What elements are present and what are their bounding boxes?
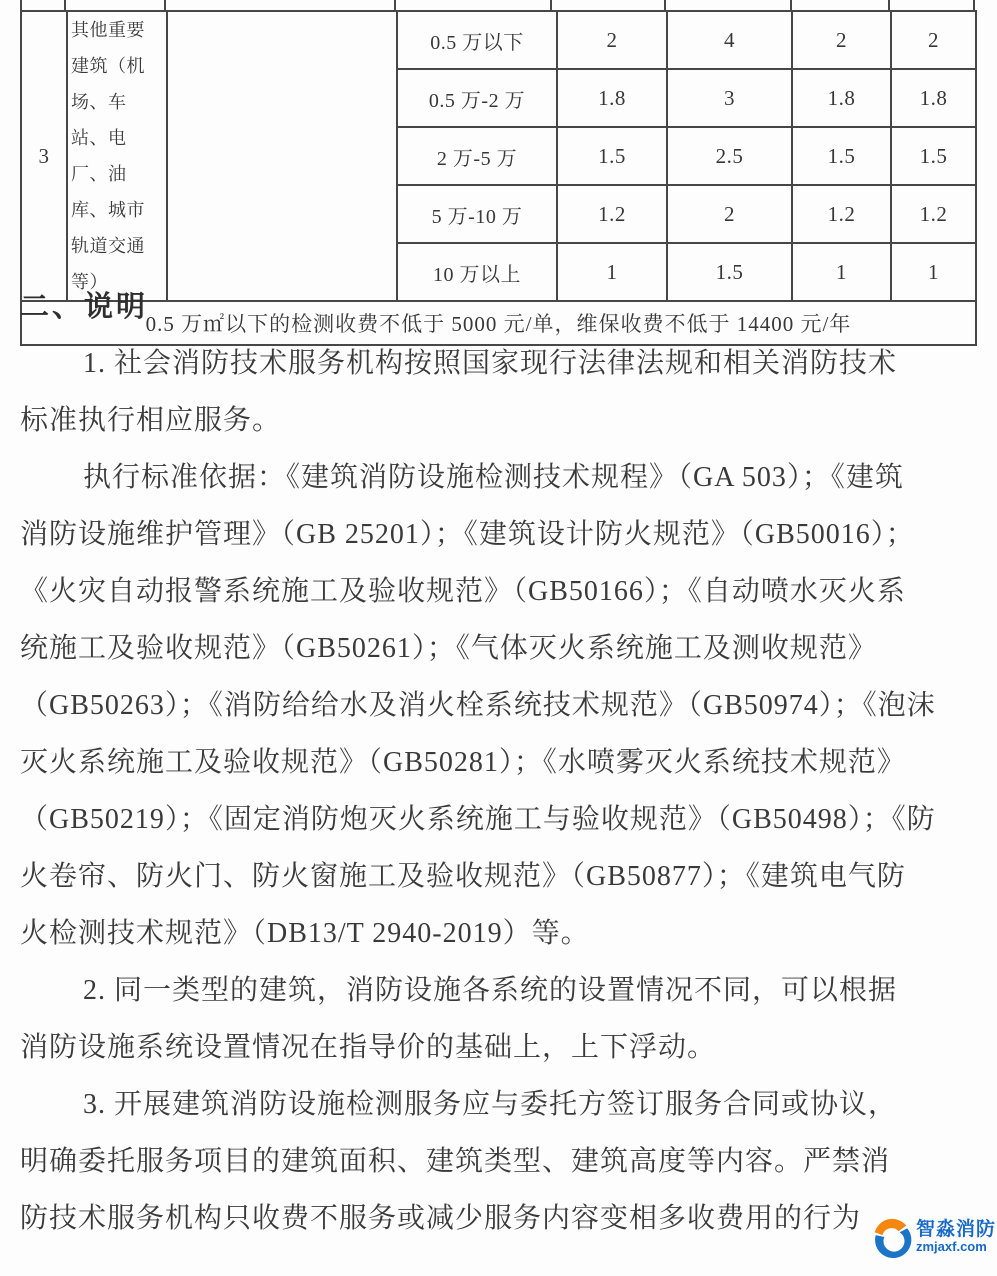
- fee-value-cell: 1: [792, 243, 891, 301]
- body-line: 执行标准依据：《建筑消防设施检测技术规程》（GA 503）；《建筑: [83, 462, 904, 493]
- fee-value-cell: 3: [667, 69, 792, 127]
- fee-value-cell: 1.8: [891, 69, 976, 127]
- fee-value-cell: 1.8: [792, 69, 891, 127]
- body-line: 2. 同一类型的建筑，消防设施各系统的设置情况不同，可以根据: [83, 975, 898, 1006]
- fee-value-cell: 1.8: [557, 69, 667, 127]
- area-range-cell: 0.5 万-2 万: [397, 69, 557, 127]
- fee-value-cell: 1.5: [667, 243, 792, 301]
- body-line: 统施工及验收规范》（GB50261）；《气体灭火系统施工及测收规范》: [20, 633, 877, 664]
- brand-name: 智淼消防: [916, 1219, 997, 1241]
- category-cell: 其他重要建筑（机场、车站、电厂、油库、城市轨道交通等）: [67, 11, 167, 301]
- seq-cell: 3: [21, 11, 67, 301]
- area-range-cell: 5 万-10 万: [397, 185, 557, 243]
- empty-cell: [167, 11, 397, 301]
- body-line: 火检测技术规范》（DB13/T 2940-2019）等。: [20, 918, 590, 949]
- fee-value-cell: 1.5: [891, 127, 976, 185]
- body-line: 灭火系统施工及验收规范》（GB50281）；《水喷雾灭火系统技术规范》: [20, 747, 906, 778]
- body-line: 《火灾自动报警系统施工及验收规范》（GB50166）；《自动喷水灭火系: [20, 576, 906, 607]
- body-line: 消防设施系统设置情况在指导价的基础上，上下浮动。: [20, 1032, 717, 1063]
- body-line: （GB50263）；《消防给给水及消火栓系统技术规范》（GB50974）；《泡沫: [20, 690, 936, 721]
- body-line: 火卷帘、防火门、防火窗施工及验收规范》（GB50877）；《建筑电气防: [20, 861, 906, 892]
- table-note: 0.5 万㎡以下的检测收费不低于 5000 元/单，维保收费不低于 14400 元/年: [21, 301, 976, 345]
- body-line: 3. 开展建筑消防设施检测服务应与委托方签订服务合同或协议，: [83, 1089, 898, 1120]
- fee-value-cell: 1.5: [792, 127, 891, 185]
- section-heading: 二、说明: [20, 291, 149, 323]
- fee-value-cell: 1.5: [557, 127, 667, 185]
- area-range-cell: 10 万以上: [397, 243, 557, 301]
- fee-value-cell: 4: [667, 11, 792, 69]
- body-line: 防技术服务机构只收费不服务或减少服务内容变相多收费用的行为: [20, 1203, 862, 1234]
- table-row: [21, 11, 976, 69]
- fee-value-cell: 2: [792, 11, 891, 69]
- fee-value-cell: 2: [557, 11, 667, 69]
- body-text: [20, 280, 980, 1247]
- fee-value-cell: 2.5: [667, 127, 792, 185]
- area-range-cell: 0.5 万以下: [397, 11, 557, 69]
- body-line: （GB50219）；《固定消防炮灭火系统施工与验收规范》（GB50498）；《防: [20, 804, 936, 835]
- fee-value-cell: 1.2: [557, 185, 667, 243]
- brand-site: zmjaxf.com: [916, 1239, 987, 1255]
- fee-value-cell: 2: [891, 11, 976, 69]
- fee-value-cell: 2: [667, 185, 792, 243]
- fee-value-cell: 1: [891, 243, 976, 301]
- body-line: 消防设施维护管理》（GB 25201）；《建筑设计防火规范》（GB50016）；: [20, 519, 915, 550]
- brand-watermark: [870, 1216, 996, 1258]
- body-line: 明确委托服务项目的建筑面积、建筑类型、建筑高度等内容。严禁消: [20, 1146, 891, 1177]
- brand-logo-icon: [870, 1216, 912, 1258]
- body-line: 标准执行相应服务。: [20, 405, 282, 436]
- fee-value-cell: 1.2: [792, 185, 891, 243]
- body-line: 1. 社会消防技术服务机构按照国家现行法律法规和相关消防技术: [83, 348, 898, 379]
- area-range-cell: 2 万-5 万: [397, 127, 557, 185]
- fee-value-cell: 1: [557, 243, 667, 301]
- fee-value-cell: 1.2: [891, 185, 976, 243]
